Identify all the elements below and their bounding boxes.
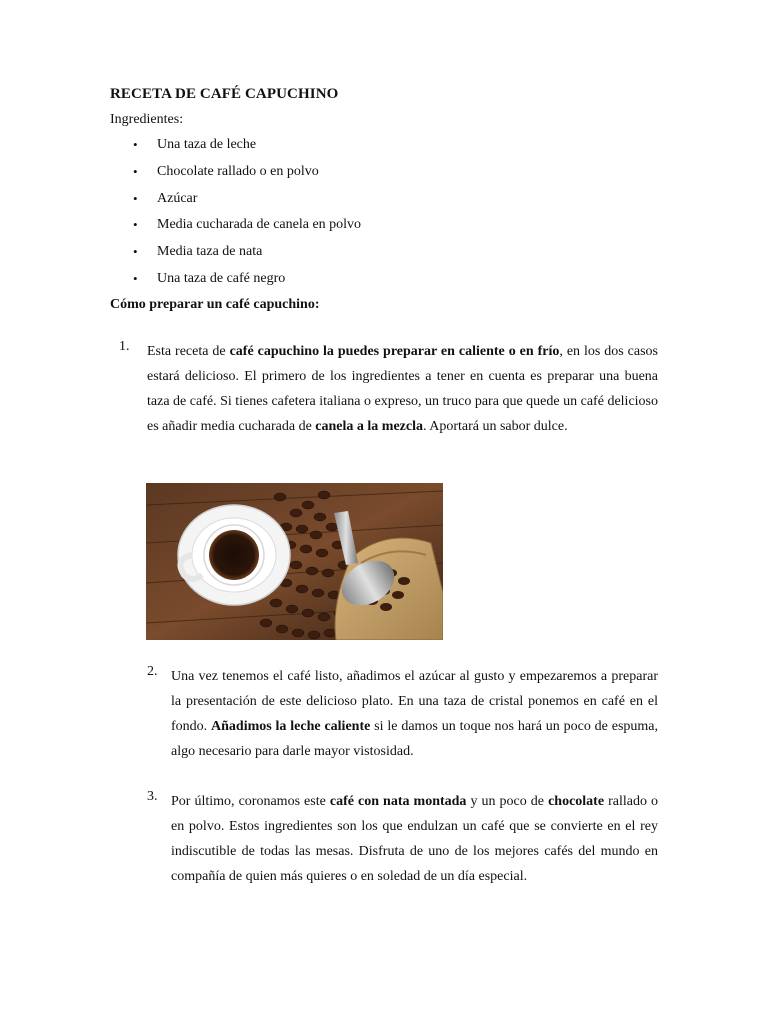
step-text: . Aportará un sabor dulce. — [422, 419, 568, 434]
step-text: Una vez tenemos el café listo, añadimos el azúcar al gusto y empezaremos a preparar la presentación de este delicioso plato. En una taza de cristal ponemos en café en el fondo. — [171, 669, 658, 734]
step-bold-text: café capuchino la puedes preparar en caliente o en frío — [229, 344, 560, 359]
coffee-image — [146, 483, 443, 640]
step-text: Por último, coronamos este — [171, 794, 330, 809]
document-title: RECETA DE CAFÉ CAPUCHINO — [110, 86, 339, 102]
ingredient-text: Media taza de nata — [157, 244, 263, 260]
bullet-icon: • — [133, 270, 138, 286]
step-number: 2. — [147, 664, 158, 679]
coffee-photo — [146, 483, 443, 640]
step-paragraph — [171, 664, 658, 764]
step-text: Esta receta de — [147, 344, 230, 359]
method-heading: Cómo preparar un café capuchino: — [110, 297, 320, 312]
step-bold-text: café con nata montada — [329, 794, 467, 809]
ingredient-text: Media cucharada de canela en polvo — [157, 217, 362, 233]
step-text: y un poco de — [466, 794, 549, 809]
step-paragraph — [147, 339, 658, 439]
step-text: , en los dos casos estará delicioso. El primero de los ingredientes a tener en cuenta es preparar una buena taza de café. Si tienes cafetera italiana o expreso, un truco para que quede un café delicioso es añadir media cucharada de — [147, 344, 658, 434]
step-text: rallado o en polvo. Estos ingredientes son los que endulzan un café que se convierte en el rey indiscutible de todas las mesas. Disfruta de uno de los mejores cafés del mundo en compañía de quien más quieres o en soledad de un día especial. — [171, 794, 659, 884]
ingredient-text: Azúcar — [157, 190, 198, 206]
bullet-icon: • — [133, 217, 138, 233]
step-text: si le damos un toque nos hará un poco de espuma, algo necesario para darle mayor vistosidad. — [171, 719, 658, 759]
step-bold-text: Añadimos la leche caliente — [211, 719, 371, 734]
ingredients-label: Ingredientes: — [110, 112, 184, 127]
step-number: 3. — [147, 789, 158, 804]
bullet-icon: • — [133, 137, 138, 152]
step-number: 1. — [119, 339, 130, 354]
step-paragraph — [171, 789, 658, 889]
ingredient-text: Chocolate rallado o en polvo — [157, 163, 319, 179]
bullet-icon: • — [133, 190, 138, 206]
step-bold-text: canela a la mezcla — [315, 419, 423, 434]
bullet-icon: • — [133, 163, 138, 179]
ingredient-text: Una taza de leche — [157, 137, 257, 152]
step-bold-text: chocolate — [548, 794, 605, 809]
bullet-icon: • — [133, 244, 138, 260]
ingredient-text: Una taza de café negro — [157, 270, 286, 286]
